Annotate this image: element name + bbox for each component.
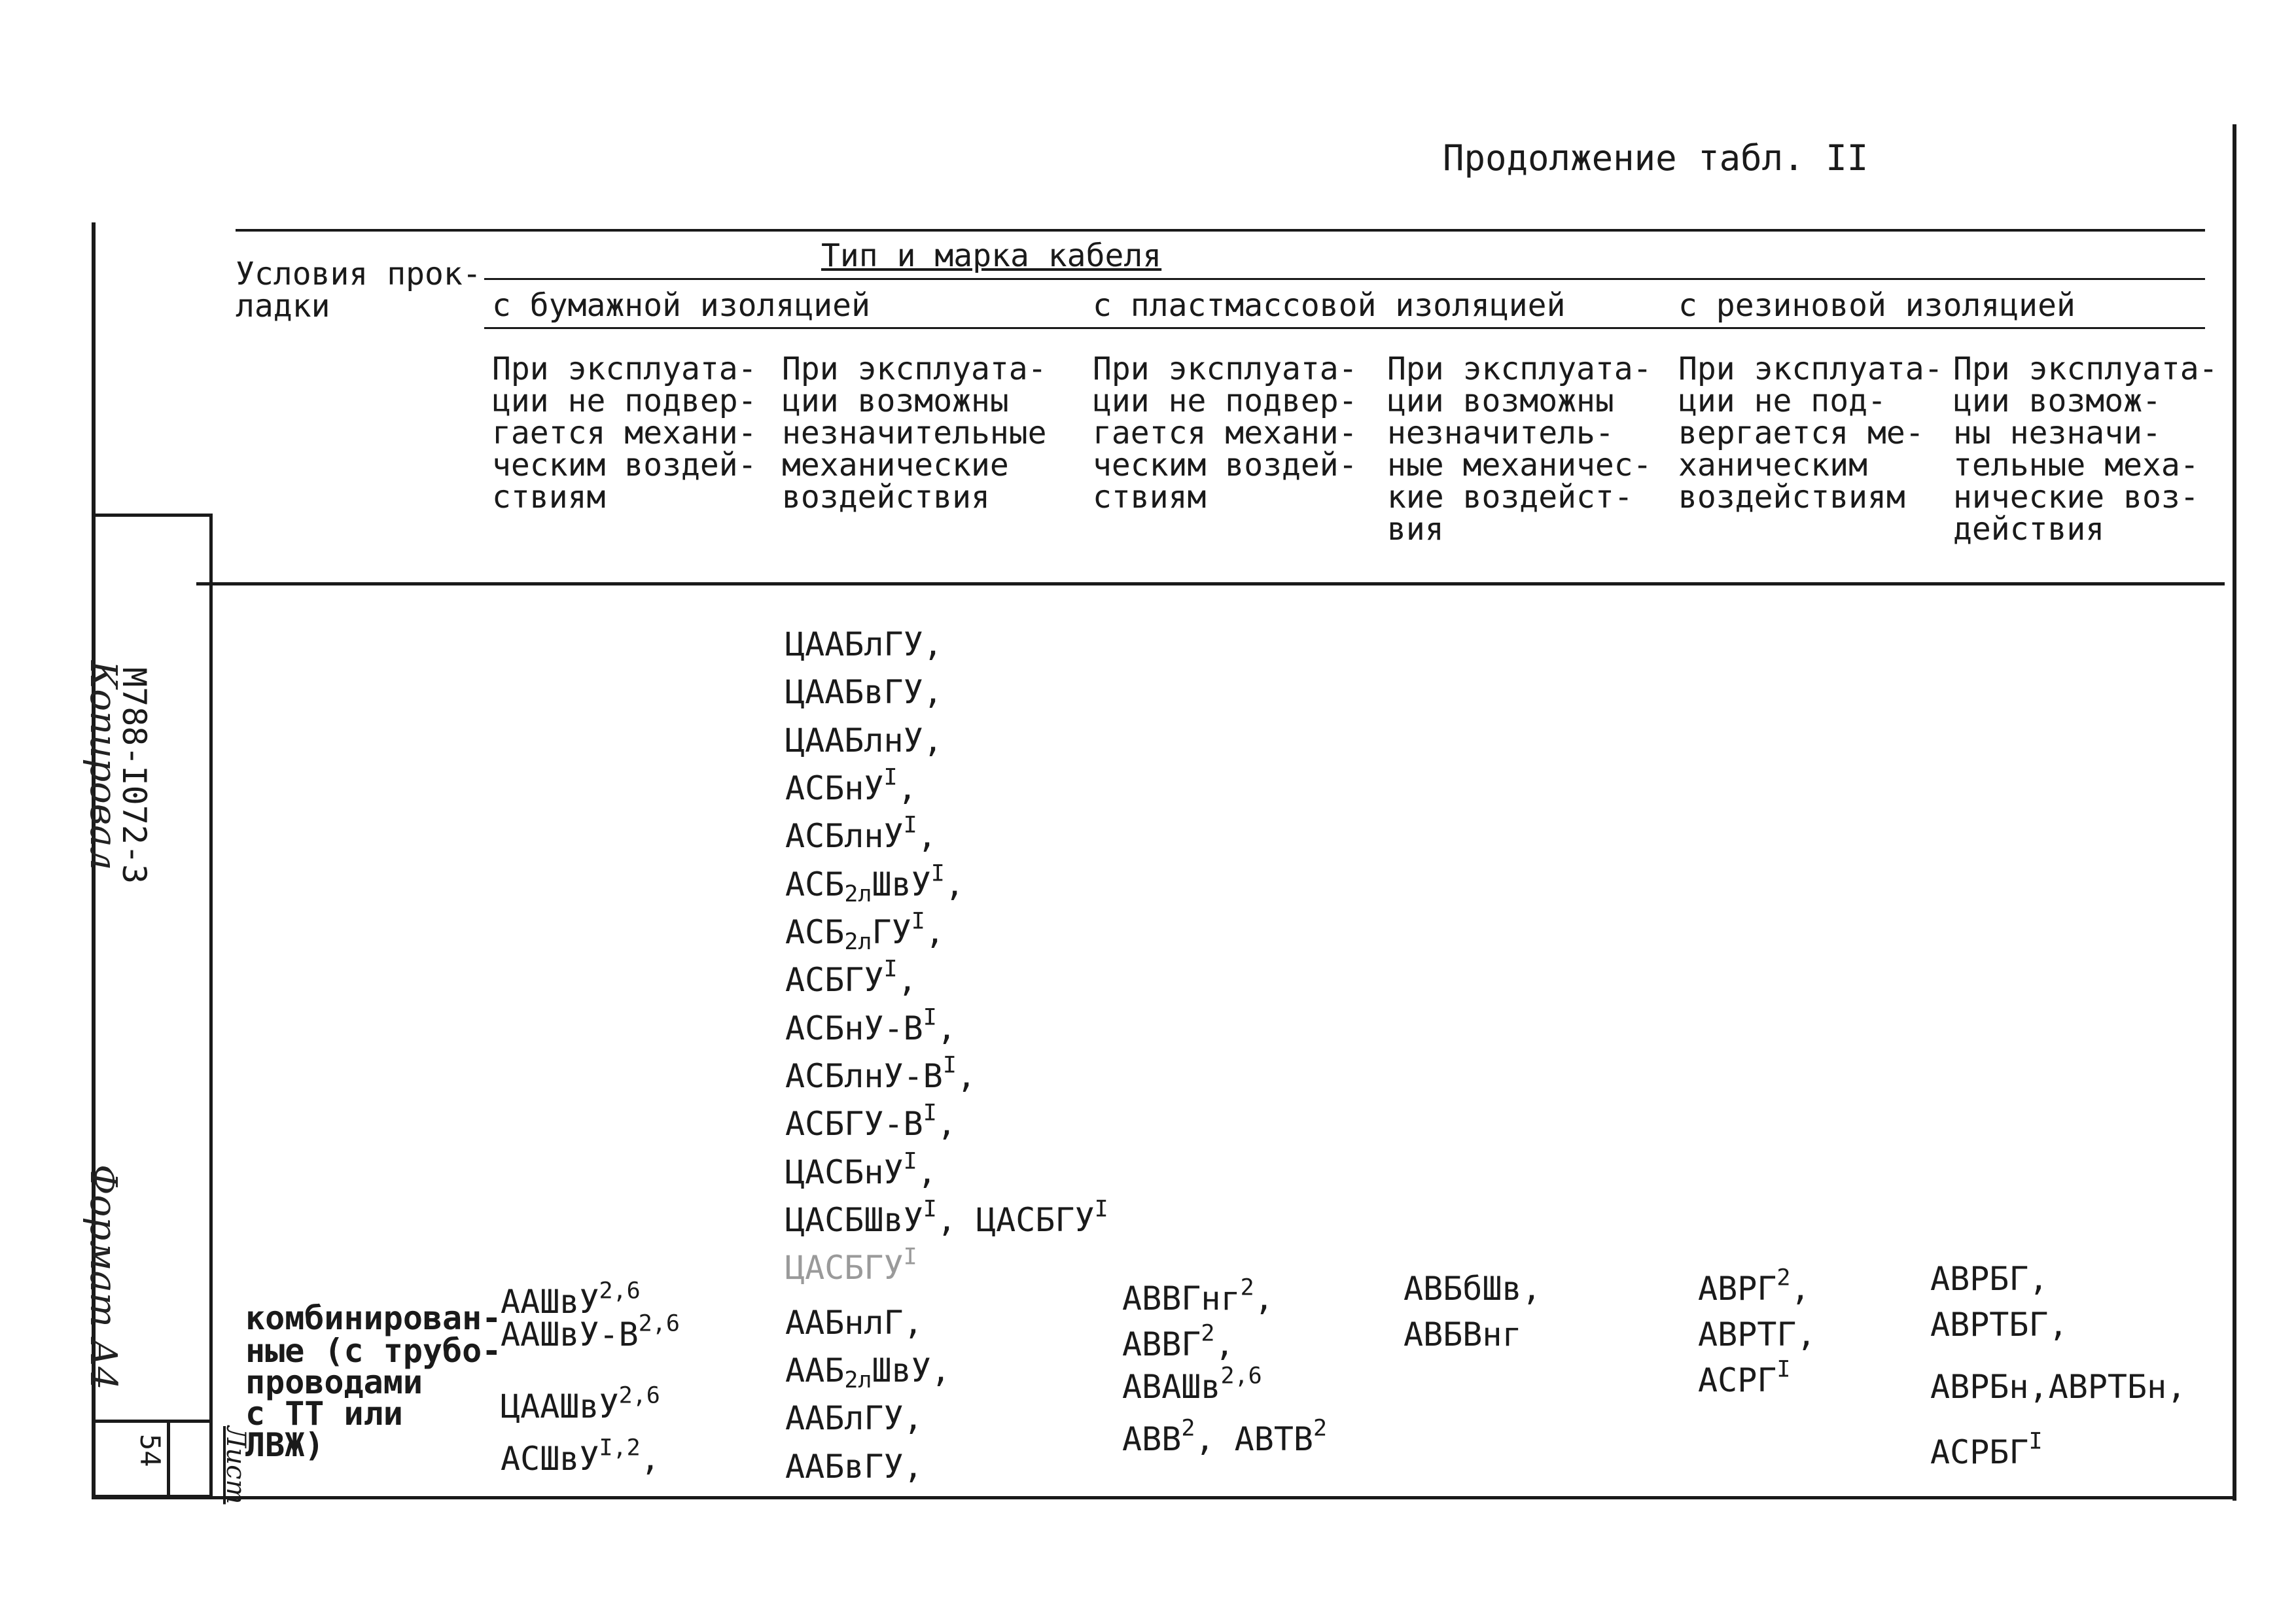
stamp-divider [92,1420,213,1423]
list-item: ЦААШвУ$^{2,6}$ [501,1382,660,1425]
table-caption: Продолжение табл. II [1443,137,1869,179]
table-top-rule [236,229,2205,232]
list-item: АСБГУ-$В^I$, [785,1100,957,1143]
doc-number: М788-I072-3 [115,667,153,884]
header-cable-type: Тип и марка кабеля [821,237,1162,274]
header-group-rubber: с резиновой изоляцией [1678,287,2075,324]
list-item: ААБлГУ, [785,1399,923,1437]
condition-line: ные (с трубо- [245,1332,502,1370]
list-item: АСБнУ$^I$, [785,764,917,807]
list-item: АВРБГ, [1930,1260,2049,1298]
list-item: АВБВнг [1404,1316,1522,1353]
list-item: ААШвУ-$В^{2,6}$ [501,1310,680,1353]
list-item: АВВ$^2$, АВТВ$^2$ [1122,1415,1328,1458]
header-group-paper: с бумажной изоляцией [492,287,870,324]
list-item: АВРТБГ, [1930,1306,2068,1344]
header-sub-5: При эксплуата- ции не под- вергается ме- ханическим воздействиям [1678,351,1943,515]
header-group-plastic: с пластмассовой изоляцией [1093,287,1566,324]
groups-rule [484,327,2205,329]
list-item: ЦАСБШвУ$^I$, $ЦАСБГУ^I$ [785,1196,1108,1239]
list-item: ААБвГУ, [785,1448,923,1486]
header-sub-2: При эксплуата- ции возможны незначительные механические воздействия [782,351,1047,515]
list-item: АВРТГ, [1698,1316,1816,1353]
header-bottom-rule [196,582,2225,585]
condition-line: комбинирован- [245,1299,502,1337]
list-item: $ААБ_{2л}ШвУ$, [785,1352,951,1393]
list-item: $АСБГУ^I$, [785,956,917,999]
group-title-rule [484,278,2205,280]
condition-line: ЛВЖ) [245,1426,325,1464]
list-item: ЦААБлГУ, [785,625,943,663]
list-item: ЦААБвГУ, [785,673,943,711]
list-item: $ЦАСБГУ^I$ [785,1244,917,1287]
sheet-number: 54 [134,1434,166,1467]
list-item: $АСРГ^I$ [1698,1356,1791,1399]
header-sub-3: При эксплуата- ции не подвер- гается механи- ческим воздей- ствиям [1093,351,1358,515]
list-item: АВВГнг$^2$, [1122,1274,1274,1318]
header-sub-6: При эксплуата- ции возмож- ны незначи- тельные меха- нические воз- действия [1953,351,2218,548]
list-item: АСБнУ-$В^I$, [785,1004,957,1047]
stamp-divider-vertical [167,1420,170,1498]
condition-line: с ТТ или [245,1395,403,1433]
list-item: АСБлнУ-$В^I$, [785,1052,977,1095]
list-item: АВБбШв, [1404,1270,1542,1308]
list-item: ААШвУ$^{2,6}$ [501,1278,641,1321]
format-label: Формат А4 [82,1164,124,1390]
header-sub-4: При эксплуата- ции возможны незначитель- ные механичес- кие воздейст- вия [1387,351,1652,548]
list-item: $АСБ_{2л}ГУ^I$, [785,908,945,955]
header-conditions: Условия прок- ладки [236,256,482,324]
sheet-label: Лист [221,1426,251,1505]
list-item: ЦААБлнУ, [785,722,943,759]
list-item: АВРБн,АВРТБн, [1930,1368,2187,1406]
copied-by: Копировал [82,661,124,871]
list-item: АВРГ$^2$, [1698,1265,1810,1308]
list-item: ААБнлГ, [785,1304,923,1342]
frame-bottom-border [92,1496,2236,1499]
list-item: АВВГ$^2$, [1122,1320,1235,1363]
list-item: ЦАСБнУ$^I$, [785,1148,937,1191]
condition-line: проводами [245,1363,423,1401]
list-item: $АСРБГ^I$ [1930,1428,2043,1471]
frame-right-border [2233,124,2236,1501]
list-item: АСБлнУ$^I$, [785,812,937,855]
list-item: АВАШв$^{2,6}$ [1122,1363,1262,1406]
header-sub-1: При эксплуата- ции не подвер- гается механи- ческим воздей- ствиям [492,351,757,515]
list-item: АСШвУ$^{I,2}$, [501,1435,660,1478]
list-item: $АСБ_{2л}ШвУ^I$, [785,860,964,907]
